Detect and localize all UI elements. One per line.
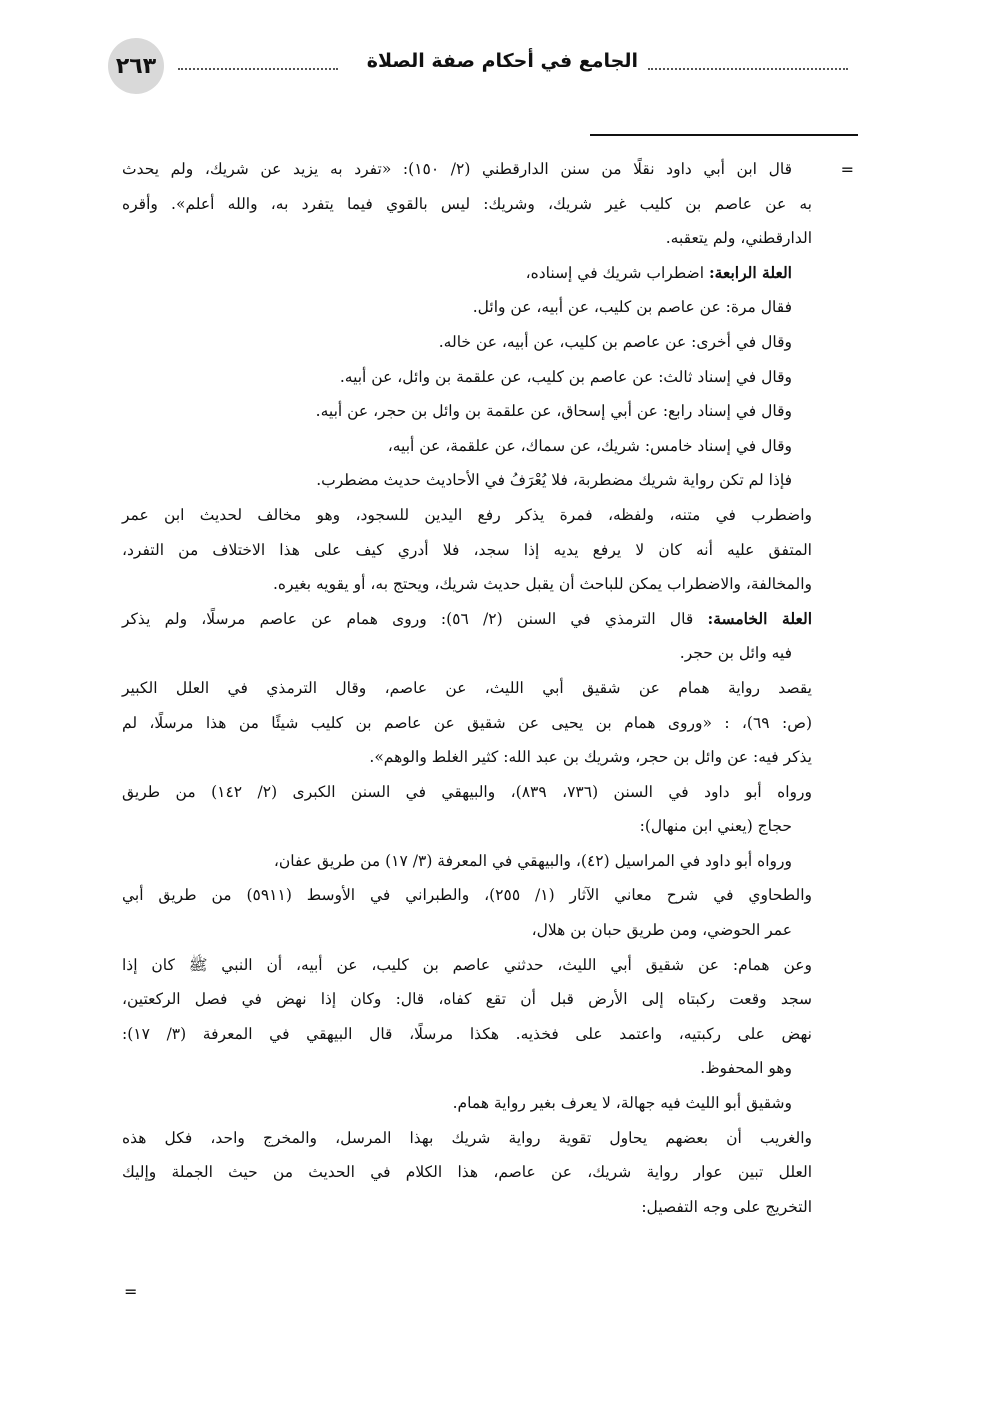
line-text: عمر الحوضي، ومن طريق حبان بن هلال، <box>531 921 792 940</box>
line-text: واضطرب في متنه، ولفظه، فمرة يذكر رفع اليدين للسجود، وهو مخالف لحديث ابن عمر <box>122 505 812 524</box>
line-text: الدارقطني، ولم يتعقبه. <box>665 229 812 248</box>
line-text: به عن عاصم بن كليب غير شريك، وشريك: ليس بالقوي فيما يتفرد به، والله أعلم». وأقره <box>122 194 812 213</box>
line-text: العلل تبين عوار رواية شريك، عن عاصم، هذا الكلام في الحديث من حيث الجملة وإليك <box>122 1163 812 1182</box>
line-text: سجد وقعت ركبتاه إلى الأرض قبل أن تقع كفاه، قال: وكان إذا نهض في فصل الركعتين، <box>122 990 812 1009</box>
text-line <box>122 1155 812 1190</box>
text-line <box>122 671 812 706</box>
line-text: قال الترمذي في السنن (٢/ ٥٦): وروى همام عن عاصم مرسلًا، ولم يذكر <box>122 609 708 628</box>
text-line <box>122 360 812 395</box>
line-text: وقال في إسناد رابع: عن أبي إسحاق، عن علقمة بن وائل بن حجر، عن أبيه. <box>315 402 792 421</box>
page-header <box>108 38 848 98</box>
header-dots-right <box>648 56 848 70</box>
text-line <box>122 187 812 222</box>
continued-mark-top: = <box>840 160 854 179</box>
line-text: ورواه أبو داود في المراسيل (٤٢)، والبيهقي في المعرفة (٣/ ١٧) من طريق عفان، <box>273 851 792 870</box>
text-line <box>122 844 812 879</box>
text-line <box>122 498 812 533</box>
text-line <box>122 429 812 464</box>
line-text: (ص: ٦٩)، : «وروى همام بن يحيى عن شقيق عن عاصم بن كليب شيئًا من هذا مرسلًا، لم <box>122 713 812 732</box>
line-text: والطحاوي في شرح معاني الآثار (١/ ٢٥٥)، والطبراني في الأوسط (٥٩١١) من طريق أبي <box>122 886 812 905</box>
header-dots-left <box>178 56 338 70</box>
line-text: فإذا لم تكن رواية شريك مضطربة، فلا يُعْرَفُ في الأحاديث حديث مضطرب. <box>316 471 792 490</box>
line-text: وقال في أخرى: عن عاصم بن كليب، عن أبيه، عن خاله. <box>438 332 792 351</box>
line-text: حجاج (يعني ابن منهال): <box>639 817 792 836</box>
text-line <box>122 533 812 568</box>
text-line <box>122 706 812 741</box>
line-text: يذكر فيه: عن وائل بن حجر، وشريك بن عبد الله: كثير الغلط والوهم». <box>369 748 812 767</box>
footnote-body <box>122 152 812 1224</box>
line-text: وشقيق أبو الليث فيه جهالة، لا يعرف بغير رواية همام. <box>452 1094 792 1113</box>
text-line <box>122 740 812 775</box>
line-text: ورواه أبو داود في السنن (٧٣٦، ٨٣٩)، والبيهقي في السنن الكبرى (٢/ ١٤٢) من طريق <box>122 782 813 801</box>
text-line <box>122 290 812 325</box>
section-heading: العلة الخامسة: <box>707 608 812 628</box>
text-line <box>122 602 812 637</box>
text-line <box>122 809 812 844</box>
line-text: فيه وائل بن حجر. <box>679 644 792 663</box>
text-line <box>122 394 812 429</box>
text-line <box>122 1190 812 1225</box>
running-title: الجامع في أحكام صفة الصلاة <box>366 50 638 72</box>
page-number: ٢٦٣ <box>108 38 164 94</box>
text-line <box>122 878 812 913</box>
footnote-separator <box>590 134 858 136</box>
text-line <box>122 567 812 602</box>
text-line <box>122 325 812 360</box>
line-text: قال ابن أبي داود نقلًا من سنن الدارقطني (٢/ ١٥٠): «تفرد به يزيد عن شريك، ولم يحدث <box>122 160 792 178</box>
line-text: وقال في إسناد ثالث: عن عاصم بن كليب، عن علقمة بن وائل، عن أبيه. <box>339 367 792 386</box>
continued-mark-bottom: = <box>124 1282 138 1301</box>
line-text: التخريج على وجه التفصيل: <box>641 1197 812 1216</box>
text-line <box>122 913 812 948</box>
text-line <box>122 1086 812 1121</box>
text-line <box>122 1121 812 1156</box>
line-text: المتفق عليه أنه كان لا يرفع يديه إذا سجد، فلا أدري كيف على هذا الاختلاف من التفرد، <box>122 540 812 559</box>
text-line <box>122 775 812 810</box>
text-line <box>122 463 812 498</box>
text-line <box>122 982 812 1017</box>
text-line <box>122 1051 812 1086</box>
line-text: نهض على ركبتيه، واعتمد على فخذيه. هكذا مرسلًا، قال البيهقي في المعرفة (٣/ ١٧): <box>122 1024 812 1043</box>
line-text: والمخالفة، والاضطراب يمكن للباحث أن يقبل حديث شريك، ويحتج به، أو يقويه بغيره. <box>272 575 812 594</box>
section-heading: العلة الرابعة: <box>708 262 792 282</box>
line-text: وعن همام: عن شقيق أبي الليث، حدثني عاصم بن كليب، عن أبيه، أن النبي ﷺ كان إذا <box>122 955 812 974</box>
line-text: يقصد رواية همام عن شقيق أبي الليث، عن عاصم، وقال الترمذي في العلل الكبير <box>122 678 812 697</box>
line-text: اضطراب شريك في إسناده، <box>525 263 709 282</box>
text-line <box>122 1017 812 1052</box>
line-text: والغريب أن بعضهم يحاول تقوية رواية شريك بهذا المرسل، والمخرج واحد، فكل هذه <box>122 1128 812 1147</box>
line-text: وقال في إسناد خامس: شريك، عن سماك، عن علقمة، عن أبيه، <box>387 436 792 455</box>
text-line <box>122 152 812 187</box>
line-text: وهو المحفوظ. <box>700 1059 792 1078</box>
text-line <box>122 636 812 671</box>
line-text: فقال مرة: عن عاصم بن كليب، عن أبيه، عن وائل. <box>472 298 792 317</box>
text-line <box>122 221 812 256</box>
text-line <box>122 948 812 983</box>
text-line <box>122 256 812 291</box>
